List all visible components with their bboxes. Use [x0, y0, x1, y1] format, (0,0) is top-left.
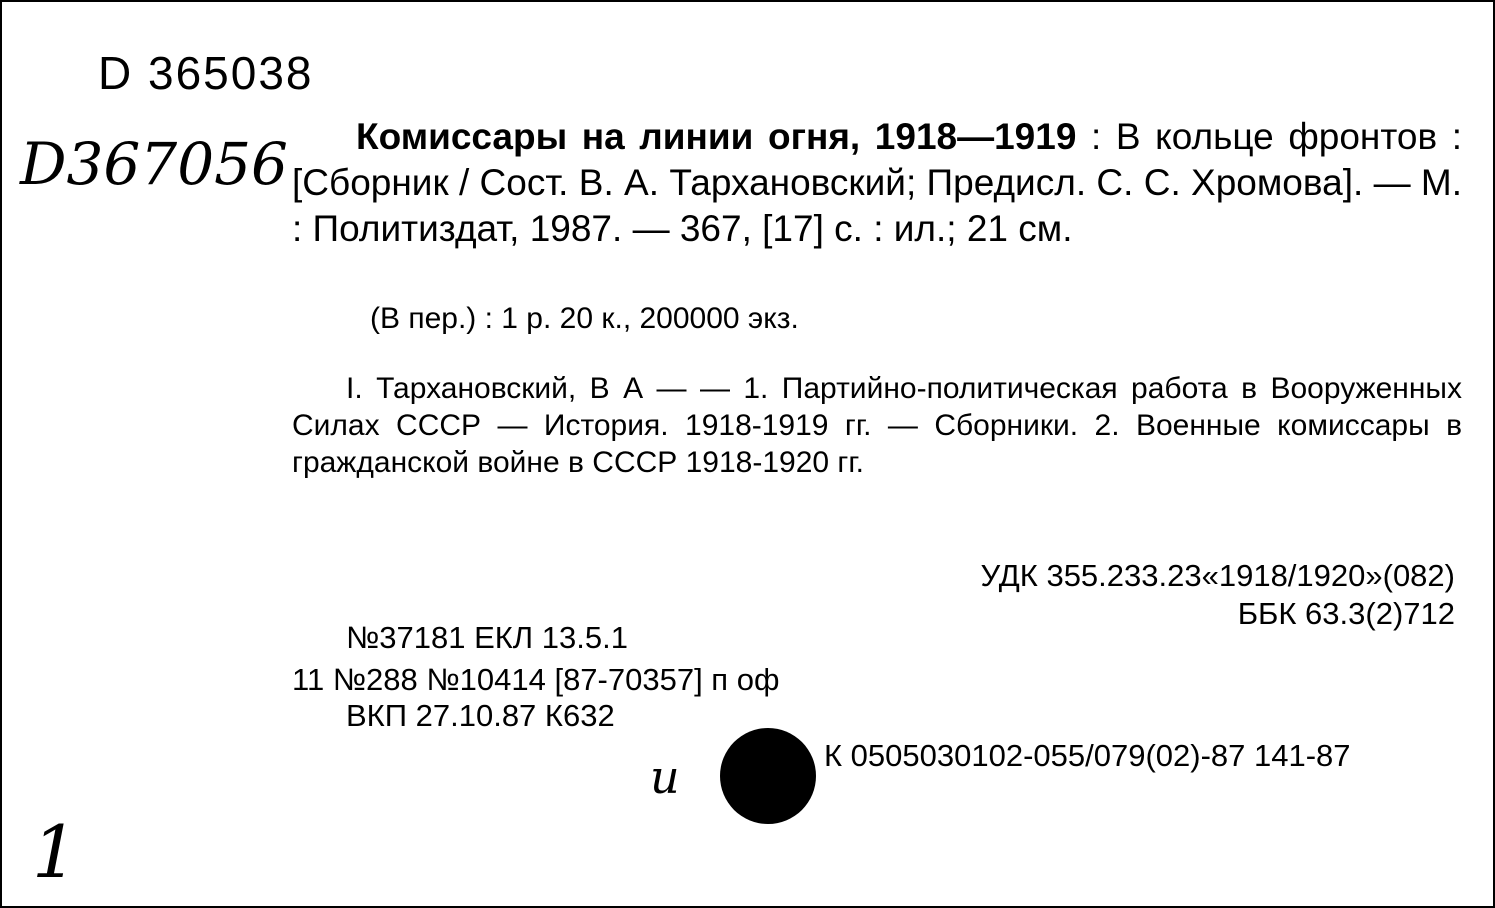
black-dot-mark	[720, 728, 816, 824]
registry-line: №37181 ЕКЛ 13.5.1	[346, 620, 628, 655]
subject-headings: I. Тархановский, В А — — 1. Партийно-политическая работа в Вооруженных Силах СССР — История. 1918-1919 гг. — Сборники. 2. Военные комиссары в гражданской войне в СССР 1918-1920 гг.	[292, 372, 1462, 479]
description-text: : В кольце фронтов : [Сборник / Сост. В. А. Тархановский; Предисл. С. С. Хромова]. — М. : Политиздат, 1987. — 367, [17] с. : ил.; 21 см.	[292, 116, 1462, 249]
udk-code: УДК 355.233.23«1918/1920»(082)	[980, 558, 1455, 593]
corner-handwritten-mark: 1	[32, 810, 78, 894]
bbk-code: ББК 63.3(2)712	[1237, 596, 1455, 631]
registry-line: 11 №288 №10414 [87-70357] п оф	[292, 662, 780, 697]
handwritten-number: D367056	[20, 130, 288, 198]
book-title: Комиссары на линии огня, 1918—1919	[356, 116, 1077, 157]
handwritten-mark: и	[650, 750, 680, 804]
catalog-code: К 0505030102-055/079(02)-87 141-87	[824, 738, 1351, 773]
price-line: (В пер.) : 1 р. 20 к., 200000 экз.	[370, 302, 799, 335]
stamp-number: D 365038	[98, 47, 314, 99]
bibliographic-description	[292, 114, 1462, 252]
registry-line: ВКП 27.10.87 К632	[346, 698, 615, 733]
